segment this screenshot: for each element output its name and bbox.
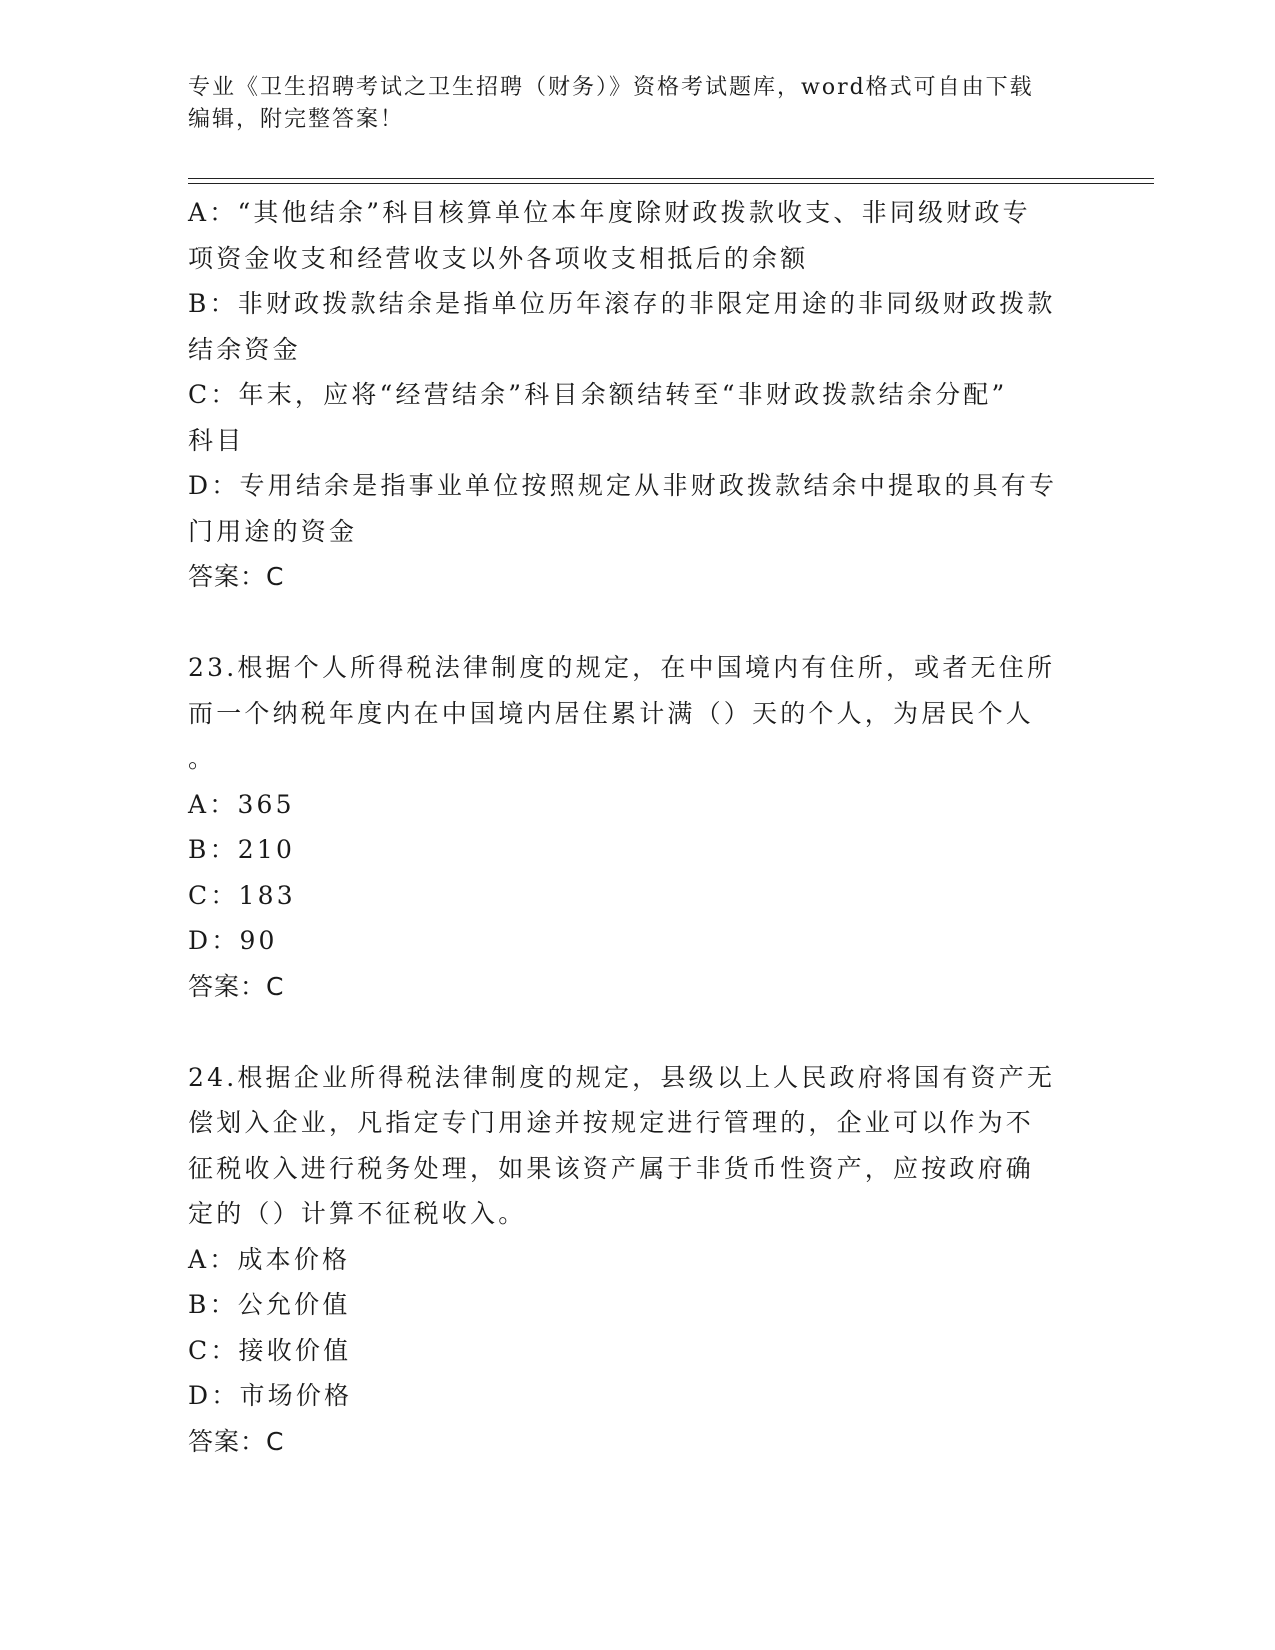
question-text-line-1: 24.根据企业所得税法律制度的规定，县级以上人民政府将国有资产无 xyxy=(188,1062,1056,1092)
header-divider-top xyxy=(188,178,1154,179)
option-d-line-2: 门用途的资金 xyxy=(188,516,358,546)
question-text-line-3: 征税收入进行税务处理，如果该资产属于非货币性资产，应按政府确 xyxy=(188,1153,1035,1183)
option-b: B：公允价值 xyxy=(188,1290,351,1319)
option-c: C：接收价值 xyxy=(188,1335,352,1365)
document-body xyxy=(188,190,1078,1464)
spacer xyxy=(188,600,1078,646)
question-text-line-4: 定的（）计算不征税收入。 xyxy=(188,1199,527,1228)
question-22-options xyxy=(188,190,1078,600)
option-b: B：210 xyxy=(188,835,296,864)
option-a-line-2: 项资金收支和经营收支以外各项收支相抵后的余额 xyxy=(188,243,809,273)
header-line-2: 编辑，附完整答案！ xyxy=(188,107,405,132)
option-a: A：365 xyxy=(188,789,295,819)
question-text-line-1: 23.根据个人所得税法律制度的规定，在中国境内有住所，或者无住所 xyxy=(188,653,1056,682)
option-c-line-2: 科目 xyxy=(188,425,245,455)
option-d-line-1: D：专用结余是指事业单位按照规定从非财政拨款结余中提取的具有专 xyxy=(188,471,1058,500)
header-line-1: 专业《卫生招聘考试之卫生招聘（财务）》资格考试题库，word格式可自由下载 xyxy=(188,75,1034,100)
option-b-line-2: 结余资金 xyxy=(188,334,301,364)
option-a-line-1: A：“其他结余”科目核算单位本年度除财政拨款收支、非同级财政专 xyxy=(188,198,1031,227)
spacer xyxy=(188,1009,1078,1055)
option-c-line-1: C：年末，应将“经营结余”科目余额结转至“非财政拨款结余分配” xyxy=(188,380,1008,409)
question-text-line-2: 而一个纳税年度内在中国境内居住累计满（）天的个人，为居民个人 xyxy=(188,698,1035,728)
option-d: D：90 xyxy=(188,926,278,955)
answer-line: 答案：C xyxy=(188,971,285,1001)
document-header xyxy=(188,72,1068,136)
question-23 xyxy=(188,645,1078,1009)
answer-line: 答案：C xyxy=(188,1426,285,1456)
answer-line: 答案：C xyxy=(188,562,285,591)
option-b-line-1: B：非财政拨款结余是指单位历年滚存的非限定用途的非同级财政拨款 xyxy=(188,289,1056,318)
option-a: A：成本价格 xyxy=(188,1244,351,1274)
question-text-line-3: 。 xyxy=(188,744,217,773)
question-24 xyxy=(188,1055,1078,1465)
option-d: D：市场价格 xyxy=(188,1381,353,1410)
option-c: C：183 xyxy=(188,880,296,910)
question-text-line-2: 偿划入企业，凡指定专门用途并按规定进行管理的，企业可以作为不 xyxy=(188,1108,1035,1137)
header-divider-bottom xyxy=(188,183,1154,184)
